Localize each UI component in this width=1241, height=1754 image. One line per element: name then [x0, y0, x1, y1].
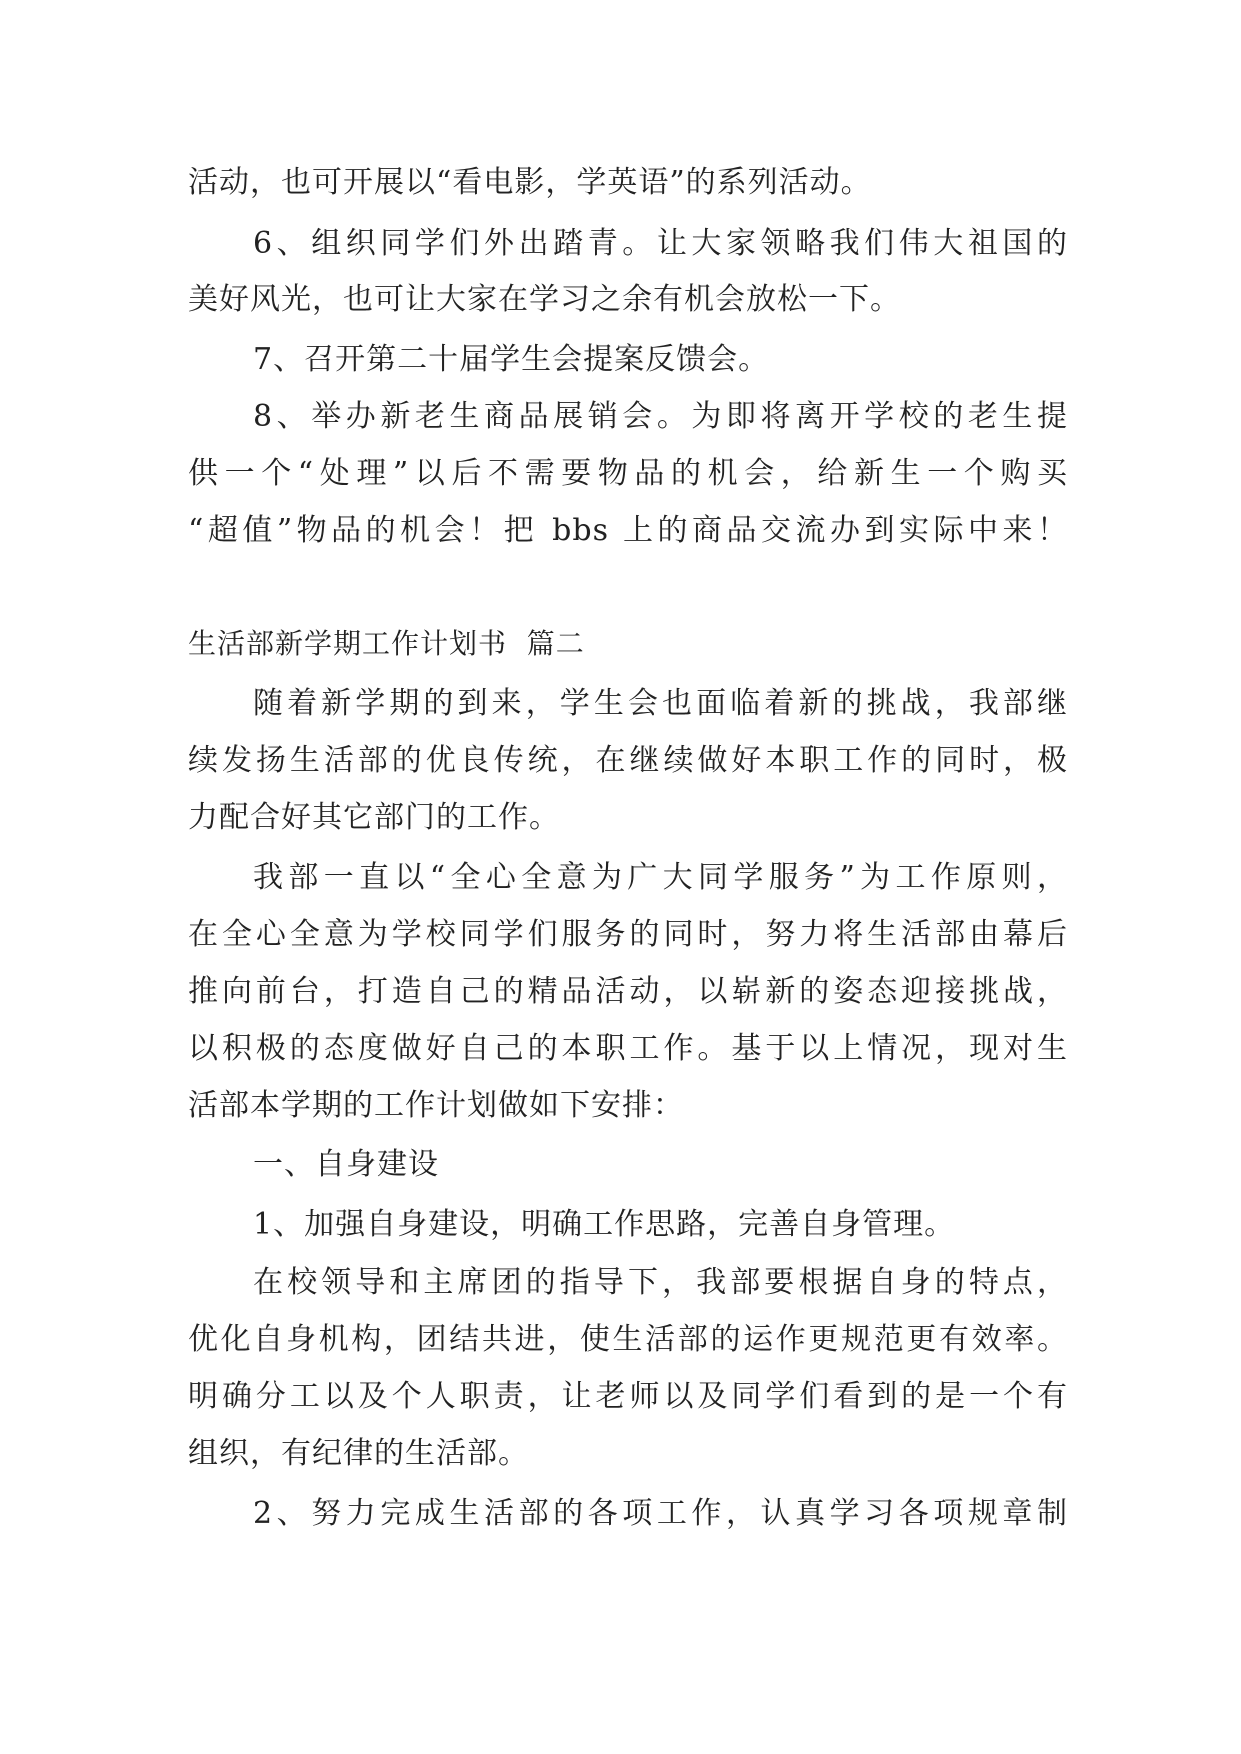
paragraph-line: 6、组织同学们外出踏青。让大家领略我们伟大祖国的 [253, 226, 1068, 261]
paragraph-line: 供一个“处理”以后不需要物品的机会，给新生一个购买 [188, 456, 1068, 491]
paragraph-line: 力配合好其它部门的工作。 [188, 800, 560, 835]
paragraph-line: 以积极的态度做好自己的本职工作。基于以上情况，现对生 [188, 1031, 1068, 1066]
section-heading: 生活部新学期工作计划书 篇二 [188, 627, 585, 660]
paragraph-line: 在全心全意为学校同学们服务的同时，努力将生活部由幕后 [188, 917, 1068, 952]
paragraph-line: 2、努力完成生活部的各项工作，认真学习各项规章制 [253, 1496, 1068, 1531]
paragraph-line: 在校领导和主席团的指导下，我部要根据自身的特点， [253, 1265, 1068, 1300]
paragraph-line: 活动，也可开展以“看电影，学英语”的系列活动。 [188, 165, 872, 200]
paragraph-line: 1、加强自身建设，明确工作思路，完善自身管理。 [253, 1207, 956, 1242]
paragraph-line: 8、举办新老生商品展销会。为即将离开学校的老生提 [253, 399, 1068, 434]
paragraph-line: “超值”物品的机会！把 bbs 上的商品交流办到实际中来！ [188, 513, 1068, 548]
paragraph-line: 7、召开第二十届学生会提案反馈会。 [253, 342, 770, 377]
paragraph-line: 组织，有纪律的生活部。 [188, 1436, 529, 1471]
section-subheading: 一、自身建设 [253, 1147, 439, 1182]
paragraph-line: 续发扬生活部的优良传统，在继续做好本职工作的同时，极 [188, 743, 1068, 778]
paragraph-line: 随着新学期的到来，学生会也面临着新的挑战，我部继 [253, 686, 1068, 721]
paragraph-line: 优化自身机构，团结共进，使生活部的运作更规范更有效率。 [188, 1322, 1068, 1357]
paragraph-line: 活部本学期的工作计划做如下安排： [188, 1088, 684, 1123]
paragraph-line: 我部一直以“全心全意为广大同学服务”为工作原则， [253, 860, 1068, 895]
paragraph-line: 美好风光，也可让大家在学习之余有机会放松一下。 [188, 282, 901, 317]
paragraph-line: 推向前台，打造自己的精品活动，以崭新的姿态迎接挑战， [188, 974, 1068, 1009]
paragraph-line: 明确分工以及个人职责，让老师以及同学们看到的是一个有 [188, 1379, 1068, 1414]
